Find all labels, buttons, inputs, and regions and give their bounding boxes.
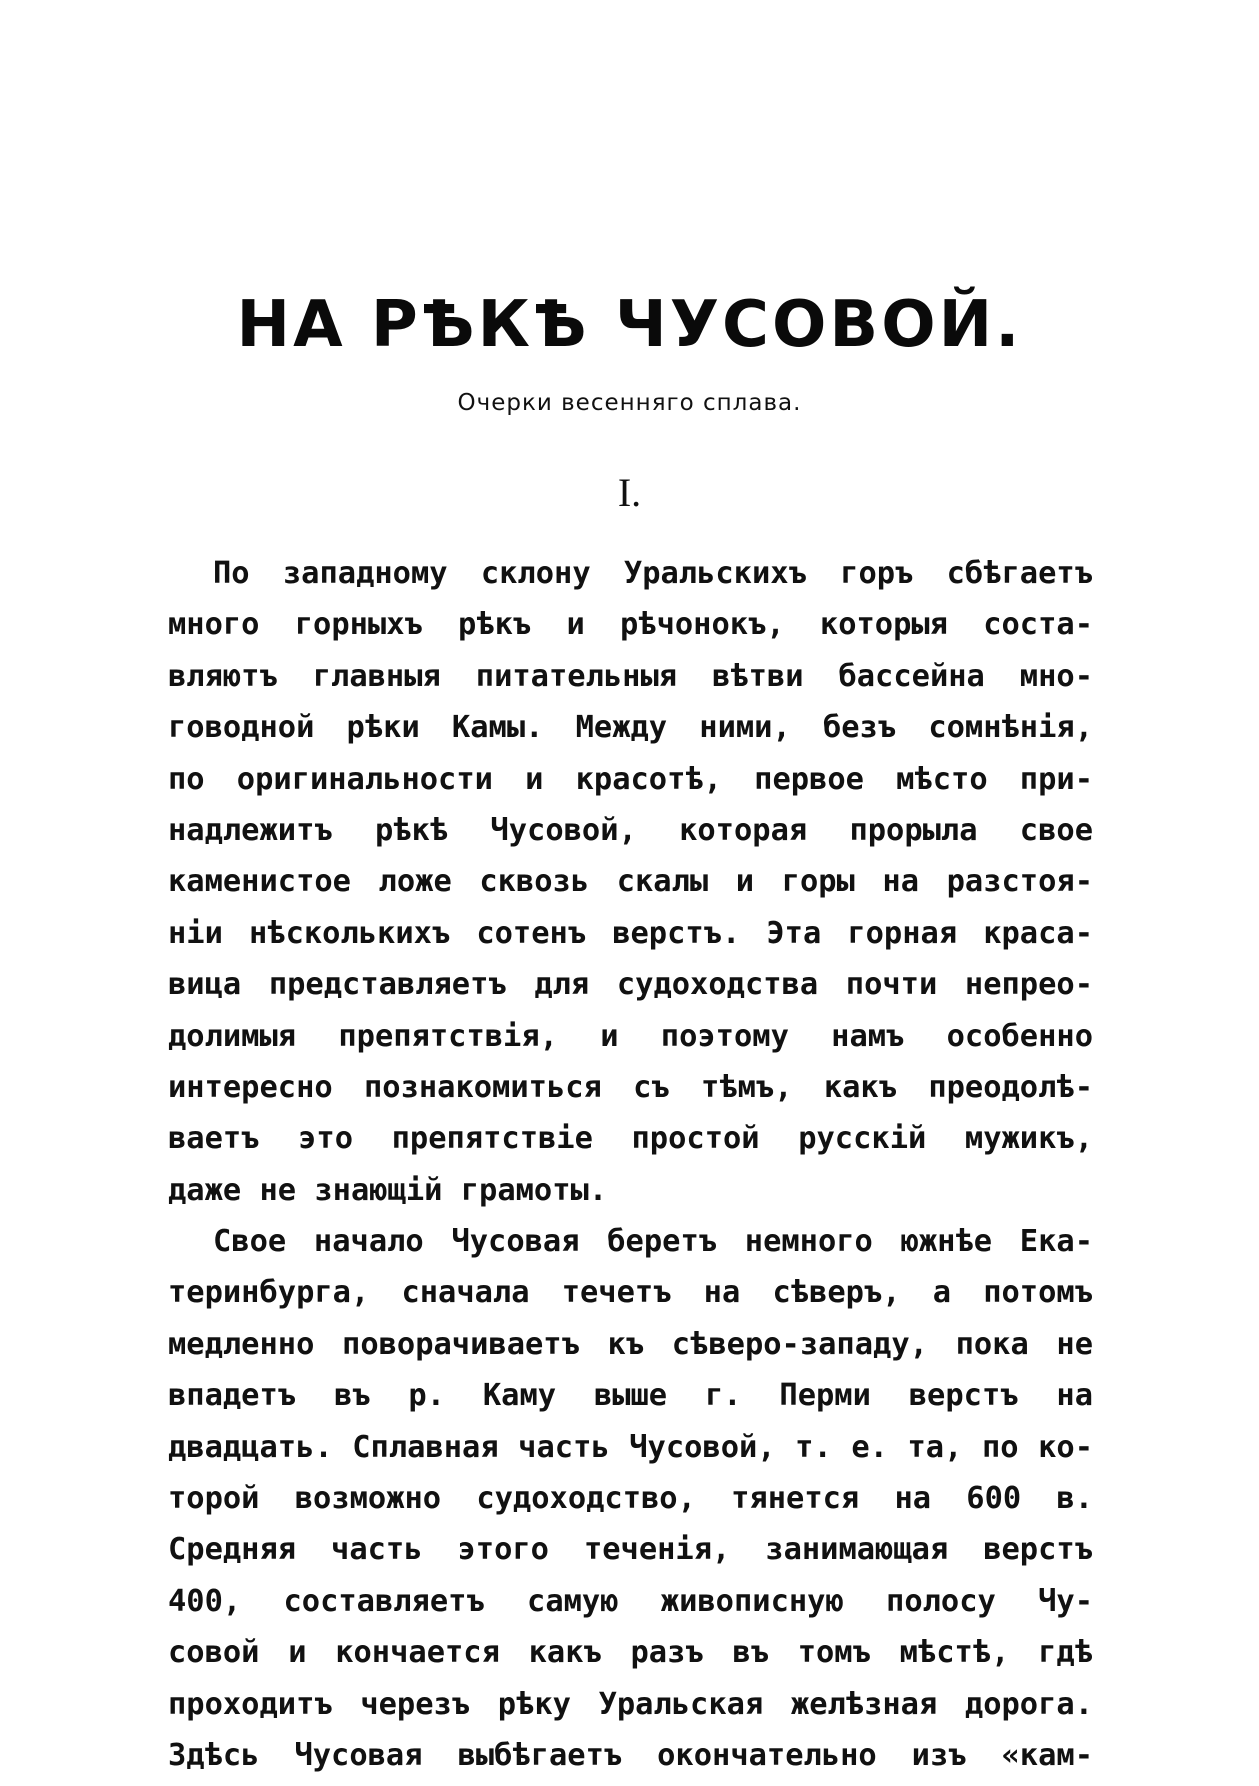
- page-subtitle: Очерки весенняго сплава.: [457, 390, 802, 416]
- text-line: много горныхъ рѣкъ и рѣчонокъ, которыя соста-: [168, 607, 1093, 643]
- chapter-number: I.: [617, 470, 642, 515]
- text-line: каменистое ложе сквозь скалы и горы на разстоя-: [168, 864, 1093, 900]
- text-line: надлежитъ рѣкѣ Чусовой, которая прорыла свое: [168, 812, 1093, 848]
- text-line: вляютъ главныя питательныя вѣтви бассейна мно-: [168, 658, 1093, 694]
- text-line: говодной рѣки Камы. Между ними, безъ сомнѣнія,: [168, 710, 1093, 746]
- text-line: интересно познакомиться съ тѣмъ, какъ преодолѣ-: [168, 1069, 1093, 1105]
- text-line: медленно поворачиваетъ къ сѣверо-западу, пока не: [168, 1326, 1093, 1362]
- text-line: Здѣсь Чусовая выбѣгаетъ окончательно изъ «кам-: [168, 1737, 1093, 1773]
- body-text: [168, 548, 1093, 1781]
- text-line: ваетъ это препятствiе простой русскiй мужикъ,: [168, 1121, 1093, 1157]
- text-line: двадцать. Сплавная часть Чусовой, т. е. та, по ко-: [168, 1429, 1093, 1465]
- text-line: совой и кончается какъ разъ въ томъ мѣстѣ, гдѣ: [168, 1635, 1093, 1671]
- page-title: НА РѢКѢ ЧУСОВОЙ.: [236, 288, 1023, 362]
- text-line: торой возможно судоходство, тянется на 600 в.: [168, 1481, 1093, 1517]
- text-line: по оригинальности и красотѣ, первое мѣсто при-: [168, 761, 1093, 797]
- text-line: Средняя часть этого теченiя, занимающая верстъ: [168, 1532, 1093, 1568]
- text-line: проходитъ черезъ рѣку Уральская желѣзная дорога.: [168, 1686, 1093, 1722]
- text-line: теринбурга, сначала течетъ на сѣверъ, а потомъ: [168, 1275, 1093, 1311]
- text-line: впадетъ въ р. Каму выше г. Перми верстъ на: [168, 1378, 1093, 1414]
- text-line: долимыя препятствiя, и поэтому намъ особенно: [168, 1018, 1093, 1054]
- text-line: По западному склону Уральскихъ горъ сбѣгаетъ: [213, 556, 1093, 591]
- text-line: Свое начало Чусовая беретъ немного южнѣе Ека-: [213, 1224, 1093, 1260]
- text-line: даже не знающiй грамоты.: [168, 1172, 608, 1208]
- text-line: вица представляетъ для судоходства почти непрео-: [168, 967, 1093, 1003]
- text-line: 400, составляетъ самую живописную полосу Чу-: [168, 1583, 1093, 1619]
- text-line: нiи нѣсколькихъ сотенъ верстъ. Эта горная краса-: [168, 915, 1093, 951]
